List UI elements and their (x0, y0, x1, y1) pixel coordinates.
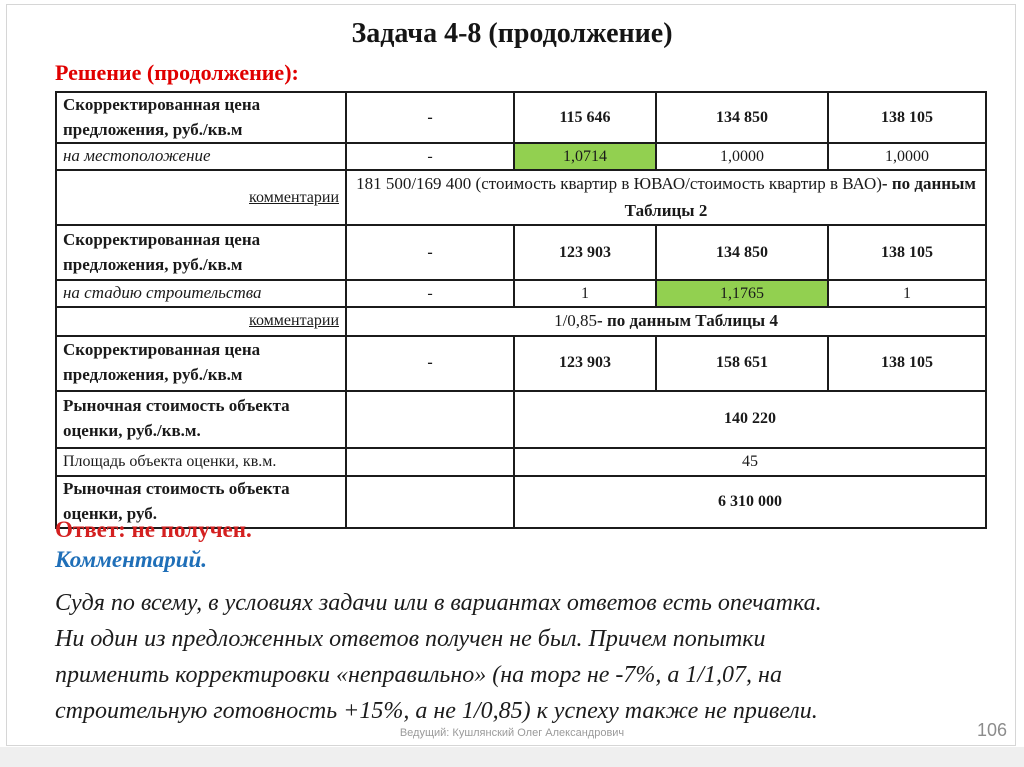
comment-normal: 181 500/169 400 (стоимость квартир в ЮВАО/стоимость квартир в ВАО) (356, 174, 882, 194)
comment-text (346, 307, 986, 335)
comment-line: Судя по всему, в условиях задачи или в вариантах ответов есть опечатка. (55, 590, 822, 616)
table-row (56, 391, 986, 448)
value-cell: - (346, 280, 514, 307)
comment-label (56, 170, 346, 225)
empty-cell (346, 476, 514, 528)
value-cell: 158 651 (656, 336, 828, 391)
solution-heading: Решение (продолжение): (55, 60, 299, 85)
table-row (56, 170, 986, 225)
value-cell: 123 903 (514, 336, 656, 391)
comment-label (56, 307, 346, 335)
value-cell: - (346, 92, 514, 143)
value-cell: 1 (514, 280, 656, 307)
table-row (56, 307, 986, 335)
merged-value-cell: 45 (514, 448, 986, 476)
comment-bold: - по данным Таблицы 2 (624, 174, 976, 220)
comment-normal: 1/0,85 (554, 311, 598, 331)
comment-paragraph (55, 586, 985, 730)
row-label: Скорректированная цена предложения, руб./кв.м (56, 92, 346, 143)
slide-title: Задача 4-8 (продолжение) (351, 18, 673, 49)
merged-value-cell: 6 310 000 (514, 476, 986, 528)
highlight-cell: 1,1765 (656, 280, 828, 307)
page-number: 106 (976, 720, 1007, 740)
table-row (56, 280, 986, 307)
table-row (56, 225, 986, 280)
comment-label-text: комментарии (249, 188, 339, 206)
merged-value-cell: 140 220 (514, 391, 986, 448)
value-cell: 1,0000 (656, 143, 828, 170)
comment-bold: - по данным Таблицы 4 (597, 311, 778, 331)
value-cell: 1 (828, 280, 986, 307)
row-label: на стадию строительства (56, 280, 346, 307)
comment-label-text: комментарии (249, 312, 339, 330)
table-row (56, 448, 986, 476)
value-cell: 115 646 (514, 92, 656, 143)
empty-cell (346, 391, 514, 448)
value-cell: 134 850 (656, 92, 828, 143)
adjusted-price-table (55, 91, 987, 529)
highlight-cell: 1,0714 (514, 143, 656, 170)
comment-line: строительную готовность +15%, а не 1/0,85) к успеху также не привели. (55, 698, 818, 724)
value-cell: - (346, 336, 514, 391)
answer-text: Ответ: не получен. (55, 517, 252, 542)
value-cell: 138 105 (828, 225, 986, 280)
presenter-credit: Ведущий: Кушлянский Олег Александрович (399, 727, 625, 739)
value-cell: 123 903 (514, 225, 656, 280)
value-cell: 138 105 (828, 336, 986, 391)
row-label: Скорректированная цена предложения, руб./кв.м (56, 336, 346, 391)
comment-heading: Комментарий. (55, 547, 208, 572)
row-label: Рыночная стоимость объекта оценки, руб. (56, 476, 346, 528)
value-cell: - (346, 143, 514, 170)
row-label: Скорректированная цена предложения, руб./кв.м (56, 225, 346, 280)
value-cell: 1,0000 (828, 143, 986, 170)
bottom-strip (0, 747, 1024, 767)
value-cell: 134 850 (656, 225, 828, 280)
value-cell: - (346, 225, 514, 280)
row-label: Площадь объекта оценки, кв.м. (56, 448, 346, 476)
value-cell: 138 105 (828, 92, 986, 143)
table-row (56, 336, 986, 391)
row-label: Рыночная стоимость объекта оценки, руб./кв.м. (56, 391, 346, 448)
table-row (56, 92, 986, 143)
comment-line: применить корректировки «неправильно» (на торг не -7%, а 1/1,07, на (55, 662, 782, 688)
empty-cell (346, 448, 514, 476)
comment-text (346, 170, 986, 225)
comment-line: Ни один из предложенных ответов получен не был. Причем попытки (55, 626, 766, 652)
row-label: на местоположение (56, 143, 346, 170)
table-row (56, 143, 986, 170)
